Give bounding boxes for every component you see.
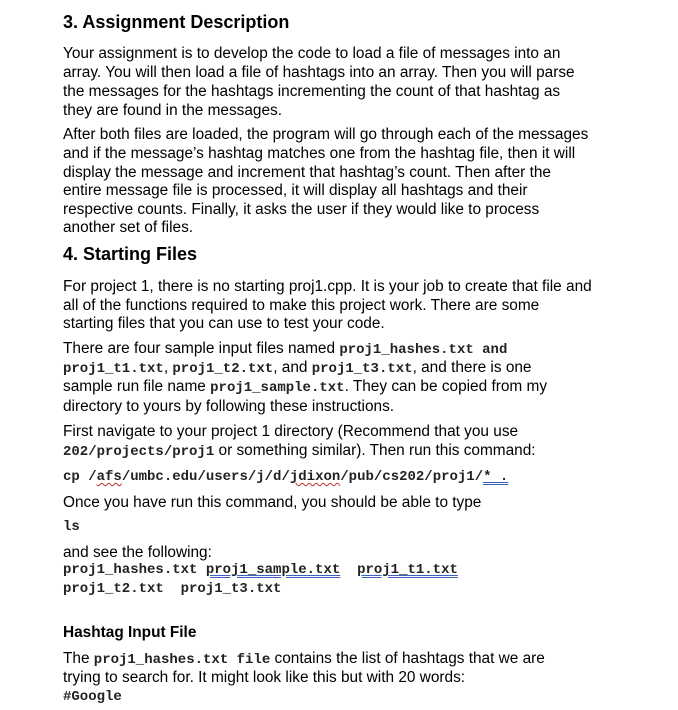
sec3-p1-line: array. You will then load a file of hashtags into an array. Then you will parse [63, 64, 575, 81]
filename: proj1_t1.txt [63, 361, 164, 377]
cmd-part: * . [483, 469, 509, 485]
sec4-p2-line-4: directory to yours by following these instructions. [63, 398, 395, 415]
cmd-part: /umbc.edu/users/j/d/ [121, 469, 290, 485]
ls-intro: Once you have run this command, you should be able to type [63, 494, 482, 511]
sec3-p1-line: Your assignment is to develop the code to load a file of messages into an [63, 45, 561, 62]
hashtag-example: #Google [63, 689, 122, 705]
cmd-part: jdixon [289, 469, 341, 485]
file: proj1_t1.txt [357, 562, 458, 578]
cmd-part: cp / [63, 469, 97, 485]
sec3-p2-line: respective counts. Finally, it asks the user if they would like to process [63, 201, 540, 218]
text: , and [273, 359, 312, 376]
sec3-p2-line: entire message file is processed, it will display all hashtags and their [63, 182, 528, 199]
file: proj1_sample.txt [205, 562, 341, 578]
sec4-p2-line-1 [63, 340, 507, 359]
see-following: and see the following: [63, 544, 212, 561]
copy-command [63, 468, 508, 486]
section-4-heading: 4. Starting Files [63, 244, 198, 264]
sec3-p1-line: they are found in the messages. [63, 102, 283, 119]
sec4-p1-line: starting files that you can use to test your code. [63, 315, 385, 332]
sec4-p3-line-1: First navigate to your project 1 directory (Recommend that you use [63, 423, 519, 440]
file: proj1_hashes.txt [63, 562, 206, 578]
sec4-p1-line: all of the functions required to make this project work. There are some [63, 297, 540, 314]
text: contains the list of hashtags that we are [270, 650, 545, 667]
sec4-p2-line-3 [63, 378, 547, 397]
section-3-heading: 3. Assignment Description [63, 12, 290, 32]
text: sample run file name [63, 378, 211, 395]
filename: proj1_hashes.txt and [339, 342, 508, 358]
text: There are four sample input files named [63, 340, 340, 357]
sec3-p2-line: and if the message’s hashtag matches one from the hashtag file, then it will [63, 145, 576, 162]
sec3-p2-line: another set of files. [63, 219, 194, 236]
hashtag-line-2: trying to search for. It might look like this but with 20 words: [63, 669, 466, 686]
cmd-part: /pub/cs202/proj1/ [340, 469, 484, 485]
sec4-p1-line: For project 1, there is no starting proj1.cpp. It is your job to create that file and [63, 278, 592, 295]
sec3-p2-line: After both files are loaded, the program will go through each of the messages [63, 126, 589, 143]
text: or something similar). Then run this command: [214, 442, 536, 459]
text: , [163, 359, 173, 376]
filename: proj1_t2.txt [172, 361, 274, 377]
filename: proj1_hashes.txt file [93, 652, 271, 668]
sec3-p2-line: display the message and increment that hashtag’s count. Then after the [63, 164, 551, 181]
ls-output-line-1 [63, 561, 458, 579]
hashtag-line-1 [63, 650, 545, 669]
sec4-p3-line-2 [63, 442, 536, 461]
filename: proj1_sample.txt [210, 380, 345, 396]
text: . They can be copied from my [344, 378, 548, 395]
cmd-part: afs [96, 469, 122, 485]
ls-output-line-2: proj1_t2.txt proj1_t3.txt [63, 581, 282, 597]
text: , and there is one [412, 359, 532, 376]
text: The [63, 650, 94, 667]
sec4-p2-line-2 [63, 359, 532, 378]
path: 202/projects/proj1 [63, 444, 215, 460]
spacer [340, 562, 357, 578]
sec3-p1-line: the messages for the hashtags incrementing the count of that hashtag as [63, 83, 561, 100]
ls-command: ls [63, 519, 80, 535]
filename: proj1_t3.txt [311, 361, 413, 377]
hashtag-heading: Hashtag Input File [63, 624, 197, 641]
